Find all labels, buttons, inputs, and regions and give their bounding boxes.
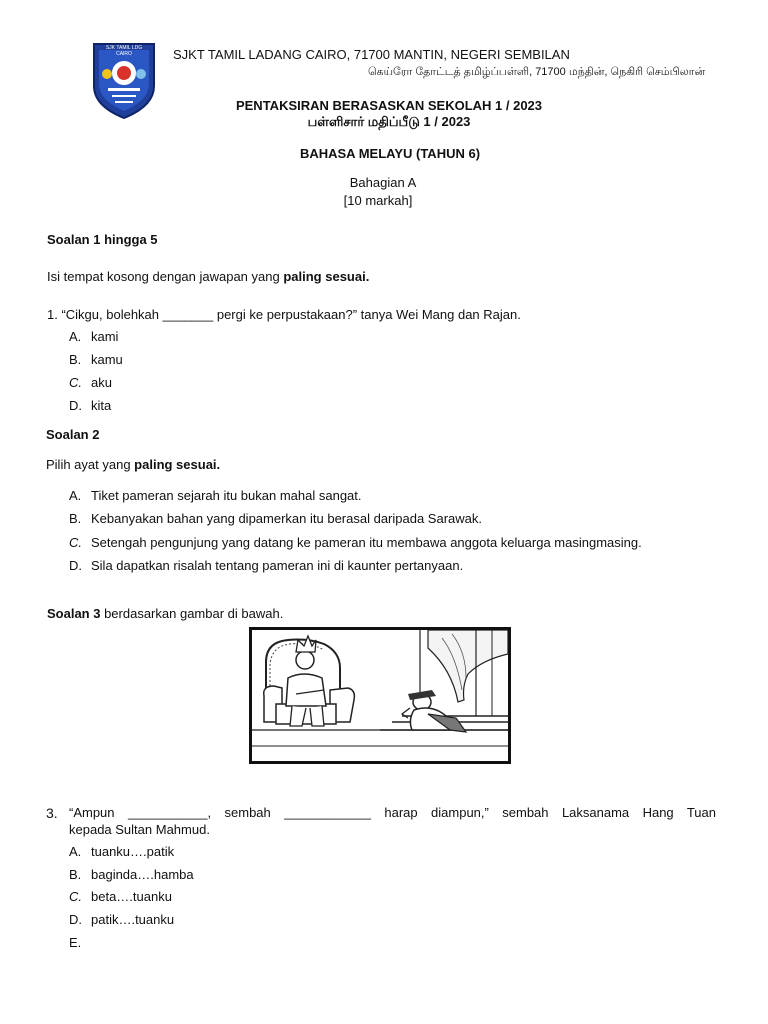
q3-heading-bold: Soalan 3 bbox=[47, 606, 101, 621]
option-letter: D. bbox=[69, 912, 82, 927]
q1-5-instruction bbox=[47, 269, 369, 285]
marks-label: [10 markah] bbox=[343, 193, 413, 208]
q3-number: 3. bbox=[46, 805, 58, 821]
school-name: SJKT TAMIL LADANG CAIRO, 71700 MANTIN, NEGERI SEMBILAN bbox=[173, 47, 570, 62]
option-text: Kebanyakan bahan yang dipamerkan itu berasal daripada Sarawak. bbox=[91, 511, 482, 526]
q2-option-c[interactable] bbox=[69, 535, 642, 551]
option-letter: A. bbox=[69, 329, 82, 344]
option-letter: C. bbox=[69, 889, 82, 904]
option-text: kami bbox=[91, 329, 119, 344]
option-text: baginda….hamba bbox=[91, 867, 194, 882]
option-text: patik….tuanku bbox=[91, 912, 175, 927]
logo-text: SJK TAMIL LDG CAIRO bbox=[105, 45, 143, 57]
option-letter: E. bbox=[69, 935, 82, 950]
q3-question-line2: kepada Sultan Mahmud. bbox=[69, 822, 210, 837]
q2-option-d[interactable] bbox=[69, 558, 463, 574]
instruction-emphasis: paling sesuai. bbox=[283, 269, 370, 284]
instruction-emphasis: paling sesuai. bbox=[134, 457, 221, 472]
q1-option-d[interactable] bbox=[69, 398, 111, 414]
q3-option-e[interactable] bbox=[69, 935, 91, 951]
option-text: Tiket pameran sejarah itu bukan mahal sangat. bbox=[91, 488, 362, 503]
option-letter: D. bbox=[69, 398, 82, 413]
option-letter: B. bbox=[69, 511, 82, 526]
option-letter: B. bbox=[69, 352, 82, 367]
sultan-laksamana-illustration bbox=[249, 627, 511, 764]
q3-option-d[interactable] bbox=[69, 912, 174, 928]
q2-heading: Soalan 2 bbox=[46, 427, 100, 442]
q2-option-b[interactable] bbox=[69, 511, 482, 527]
q3-question-line1: “Ampun ___________, sembah ____________ harap diampun,” sembah Laksanama Hang Tuan bbox=[69, 805, 716, 820]
q3-option-b[interactable] bbox=[69, 867, 194, 883]
option-letter: A. bbox=[69, 844, 82, 859]
question-1: 1. “Cikgu, bolehkah _______ pergi ke perpustakaan?” tanya Wei Mang dan Rajan. bbox=[47, 307, 521, 322]
q3-heading-rest: berdasarkan gambar di bawah. bbox=[100, 606, 284, 621]
q2-instruction bbox=[46, 457, 220, 473]
q1-option-a[interactable] bbox=[69, 329, 118, 345]
q3-option-c[interactable] bbox=[69, 889, 172, 905]
subject-title: BAHASA MELAYU (TAHUN 6) bbox=[299, 146, 481, 161]
option-text: Setengah pengunjung yang datang ke pameran itu membawa anggota keluarga masingmasing. bbox=[91, 535, 642, 550]
option-text: kita bbox=[91, 398, 112, 413]
option-letter: A. bbox=[69, 488, 82, 503]
option-letter: D. bbox=[69, 558, 82, 573]
instruction-text: Isi tempat kosong dengan jawapan yang bbox=[47, 269, 284, 284]
exam-title-tamil: பள்ளிசார் மதிப்பீடு 1 / 2023 bbox=[307, 114, 471, 129]
option-text: tuanku….patik bbox=[91, 844, 175, 859]
q1-option-b[interactable] bbox=[69, 352, 123, 368]
option-letter: B. bbox=[69, 867, 82, 882]
option-text: Sila dapatkan risalah tentang pameran ini di kaunter pertanyaan. bbox=[91, 558, 464, 573]
q3-option-a[interactable] bbox=[69, 844, 174, 860]
q1-5-heading: Soalan 1 hingga 5 bbox=[47, 232, 158, 247]
option-text: beta….tuanku bbox=[91, 889, 172, 904]
option-letter: C. bbox=[69, 375, 82, 390]
q1-option-c[interactable] bbox=[69, 375, 112, 391]
instruction-text: Pilih ayat yang bbox=[46, 457, 135, 472]
q2-option-a[interactable] bbox=[69, 488, 362, 504]
option-text: kamu bbox=[91, 352, 123, 367]
option-letter: C. bbox=[69, 535, 82, 550]
exam-title: PENTAKSIRAN BERASASKAN SEKOLAH 1 / 2023 bbox=[235, 98, 543, 113]
option-text: aku bbox=[91, 375, 112, 390]
school-name-tamil: கெய்ரோ தோட்டத் தமிழ்ப்பள்ளி, 71700 மந்தின், நெகிரி செம்பிலான் bbox=[368, 66, 706, 78]
q3-heading bbox=[47, 606, 283, 622]
section-label: Bahagian A bbox=[349, 175, 417, 190]
